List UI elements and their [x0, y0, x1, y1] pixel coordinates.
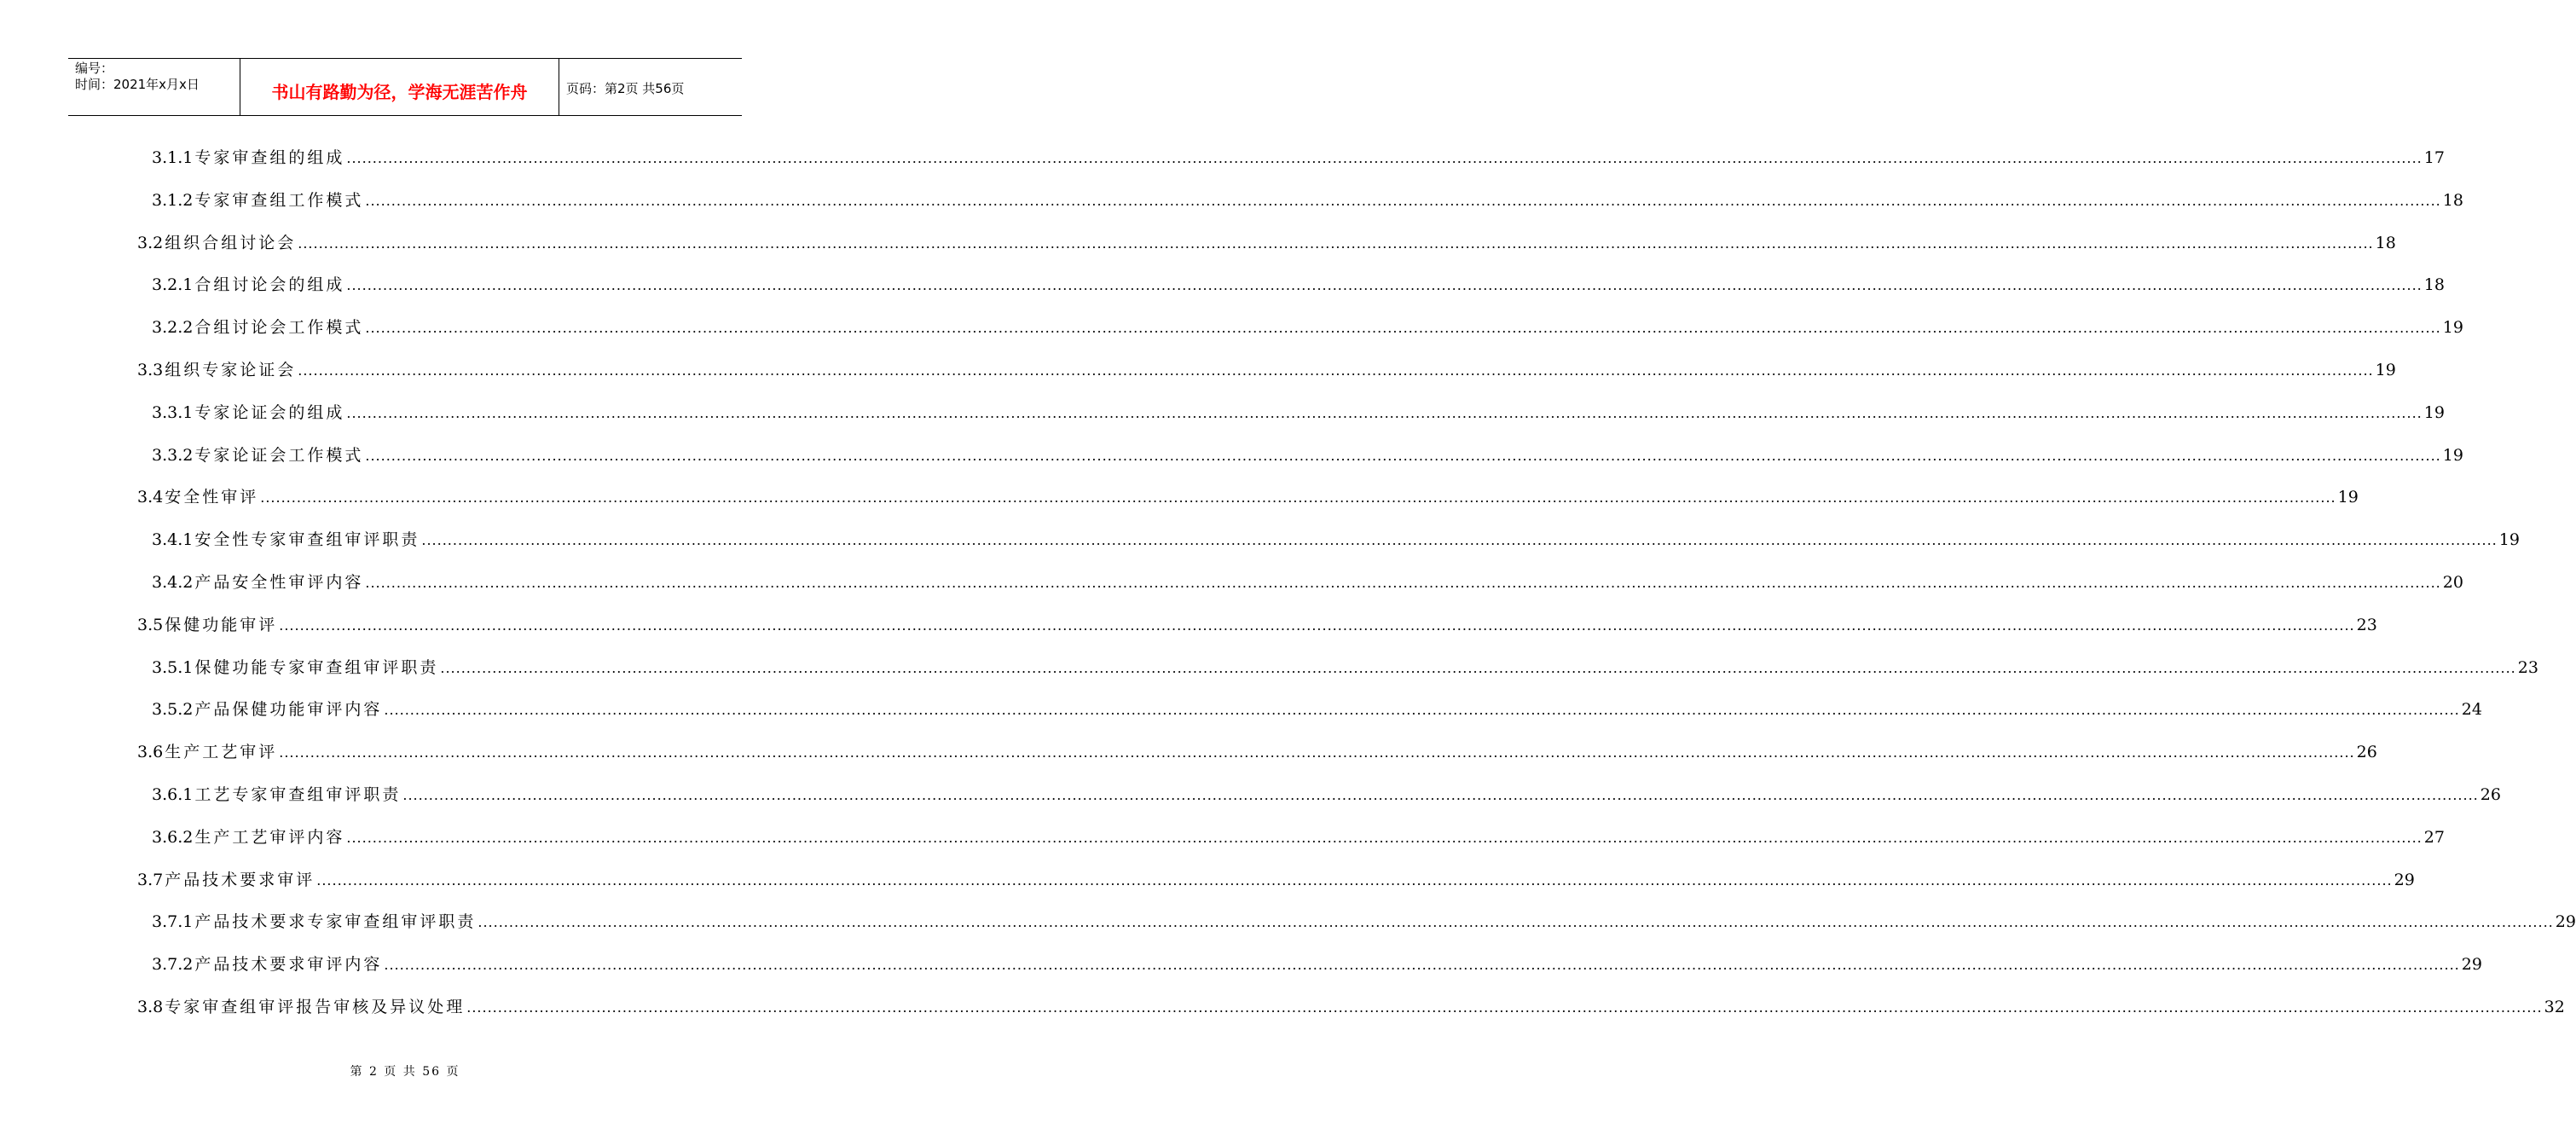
toc-dot-leader: ................................................................................................................................................................................................................................................................................................................................................................................................................ — [421, 532, 2498, 549]
toc-entry-page: 19 — [2423, 402, 2445, 422]
toc-entry[interactable] — [152, 188, 2463, 211]
toc-dot-leader: ................................................................................................................................................................................................................................................................................................................................................................................................................ — [384, 957, 2460, 974]
toc-entry[interactable] — [152, 527, 2520, 551]
toc-dot-leader: ................................................................................................................................................................................................................................................................................................................................................................................................................ — [365, 447, 2441, 464]
toc-entry[interactable] — [152, 570, 2463, 593]
toc-entry-page: 26 — [2480, 785, 2501, 804]
toc-entry[interactable] — [137, 739, 2377, 763]
toc-entry-number: 3.7 — [137, 870, 164, 889]
toc-dot-leader: ................................................................................................................................................................................................................................................................................................................................................................................................................ — [402, 787, 2479, 803]
toc-entry-number: 3.5.1 — [152, 657, 194, 677]
toc-entry-title: 生产工艺审评内容 — [194, 827, 345, 847]
toc-entry-page: 18 — [2423, 275, 2445, 295]
toc-entry[interactable] — [152, 782, 2501, 806]
toc-entry-page: 26 — [2356, 743, 2377, 762]
header-meta — [68, 59, 240, 115]
toc-entry[interactable] — [152, 315, 2463, 339]
toc-dot-leader: ................................................................................................................................................................................................................................................................................................................................................................................................................ — [466, 999, 2543, 1016]
toc-dot-leader: ................................................................................................................................................................................................................................................................................................................................................................................................................ — [365, 320, 2441, 337]
toc-dot-leader: ................................................................................................................................................................................................................................................................................................................................................................................................................ — [279, 616, 2355, 634]
toc-entry[interactable] — [152, 400, 2445, 424]
toc-entry[interactable] — [137, 230, 2396, 254]
toc-entry-page: 19 — [2498, 530, 2520, 550]
toc-entry[interactable] — [152, 825, 2445, 848]
page-header — [68, 58, 742, 116]
toc-dot-leader: ................................................................................................................................................................................................................................................................................................................................................................................................................ — [346, 829, 2423, 846]
toc-entry-page: 29 — [2555, 912, 2576, 932]
toc-entry-number: 3.3.2 — [152, 445, 194, 465]
toc-entry-title: 专家审查组的组成 — [194, 148, 345, 167]
toc-entry[interactable] — [137, 994, 2565, 1018]
toc-entry[interactable] — [152, 952, 2482, 975]
toc-entry-title: 安全性审评 — [165, 488, 259, 507]
toc-dot-leader: ................................................................................................................................................................................................................................................................................................................................................................................................................ — [279, 744, 2355, 761]
toc-entry-page: 18 — [2442, 190, 2463, 210]
toc-entry-page: 19 — [2442, 445, 2463, 465]
toc-entry[interactable] — [137, 612, 2377, 636]
toc-dot-leader: ................................................................................................................................................................................................................................................................................................................................................................................................................ — [298, 234, 2374, 252]
header-time-label: 时间：2021年x月x日 — [75, 77, 200, 92]
toc-dot-leader: ................................................................................................................................................................................................................................................................................................................................................................................................................ — [365, 575, 2441, 591]
toc-entry-page: 29 — [2461, 955, 2482, 975]
toc-entry-number: 3.2 — [137, 233, 164, 252]
toc-dot-leader: ................................................................................................................................................................................................................................................................................................................................................................................................................ — [440, 659, 2516, 676]
toc-entry-title: 合组讨论会的组成 — [194, 275, 345, 295]
toc-entry-number: 3.3.1 — [152, 402, 194, 422]
toc-entry-number: 3.5.2 — [152, 700, 194, 720]
toc-entry-title: 安全性专家审查组审评职责 — [194, 530, 420, 550]
toc-entry-number: 3.4 — [137, 488, 164, 507]
toc-entry-number: 3.6.2 — [152, 827, 194, 847]
toc-entry-title: 工艺专家审查组审评职责 — [194, 785, 402, 804]
toc-dot-leader: ................................................................................................................................................................................................................................................................................................................................................................................................................ — [260, 489, 2336, 506]
toc-entry[interactable] — [152, 909, 2576, 933]
toc-entry-page: 20 — [2442, 573, 2463, 592]
toc-entry[interactable] — [137, 357, 2396, 381]
toc-entry-title: 合组讨论会工作模式 — [194, 318, 364, 338]
toc-entry-number: 3.7.2 — [152, 955, 194, 975]
header-motto: 书山有路勤为径，学海无涯苦作舟 — [240, 59, 559, 115]
toc-entry-title: 专家审查组工作模式 — [194, 190, 364, 210]
toc-entry-title: 组织专家论证会 — [165, 361, 297, 379]
toc-entry-page: 19 — [2337, 488, 2359, 507]
toc-entry-title: 生产工艺审评 — [165, 743, 278, 762]
toc-entry-page: 19 — [2375, 361, 2396, 379]
toc-entry-title: 产品技术要求审评 — [165, 870, 315, 889]
toc-entry-page: 19 — [2442, 318, 2463, 338]
page-footer: 第 2 页 共 56 页 — [350, 1065, 460, 1079]
header-page-info: 页码：第2页 共56页 — [566, 80, 685, 96]
toc-entry-title: 专家论证会的组成 — [194, 402, 345, 422]
toc-entry-number: 3.1.1 — [152, 148, 194, 167]
toc-entry-title: 产品安全性审评内容 — [194, 573, 364, 592]
toc-entry[interactable] — [137, 867, 2415, 891]
toc-dot-leader: ................................................................................................................................................................................................................................................................................................................................................................................................................ — [298, 362, 2374, 379]
toc-dot-leader: ................................................................................................................................................................................................................................................................................................................................................................................................................ — [384, 702, 2460, 719]
toc-dot-leader: ................................................................................................................................................................................................................................................................................................................................................................................................................ — [346, 150, 2423, 166]
toc-entry-page: 27 — [2423, 827, 2445, 847]
toc-entry-page: 23 — [2517, 657, 2538, 677]
toc-entry[interactable] — [152, 697, 2482, 721]
toc-entry-title: 产品技术要求审评内容 — [194, 955, 383, 975]
toc-entry-number: 3.3 — [137, 361, 164, 379]
toc-dot-leader: ................................................................................................................................................................................................................................................................................................................................................................................................................ — [478, 914, 2554, 931]
toc-entry[interactable] — [152, 655, 2538, 679]
toc-entry-page: 23 — [2356, 615, 2377, 634]
toc-entry[interactable] — [152, 145, 2445, 169]
toc-entry-page: 29 — [2394, 870, 2415, 889]
toc-entry-number: 3.1.2 — [152, 190, 194, 210]
toc-dot-leader: ................................................................................................................................................................................................................................................................................................................................................................................................................ — [346, 277, 2423, 294]
toc-entry-title: 专家审查组审评报告审核及异议处理 — [165, 998, 466, 1016]
toc-dot-leader: ................................................................................................................................................................................................................................................................................................................................................................................................................ — [316, 871, 2393, 888]
toc-entry-title: 保健功能审评 — [165, 615, 278, 634]
toc-entry-number: 3.6 — [137, 743, 164, 762]
toc-entry-number: 3.2.1 — [152, 275, 194, 295]
toc-entry-title: 产品保健功能审评内容 — [194, 700, 383, 720]
toc-entry-page: 32 — [2544, 998, 2565, 1016]
toc-entry-title: 专家论证会工作模式 — [194, 445, 364, 465]
toc-entry-number: 3.7.1 — [152, 912, 194, 932]
toc-entry-page: 24 — [2461, 700, 2482, 720]
toc-entry-number: 3.8 — [137, 998, 164, 1016]
toc-entry-number: 3.6.1 — [152, 785, 194, 804]
toc-dot-leader: ................................................................................................................................................................................................................................................................................................................................................................................................................ — [346, 404, 2423, 421]
toc-entry-page: 17 — [2423, 148, 2445, 167]
toc-entry-page: 18 — [2375, 233, 2396, 252]
toc-entry-number: 3.2.2 — [152, 318, 194, 338]
toc-entry[interactable] — [137, 484, 2359, 508]
toc-dot-leader: ................................................................................................................................................................................................................................................................................................................................................................................................................ — [365, 192, 2441, 209]
toc-entry[interactable] — [152, 443, 2463, 466]
header-number-label: 编号： — [75, 61, 114, 76]
toc-entry-title: 保健功能专家审查组审评职责 — [194, 657, 439, 677]
toc-entry[interactable] — [152, 272, 2445, 296]
toc-entry-title: 产品技术要求专家审查组审评职责 — [194, 912, 477, 932]
toc-entry-number: 3.4.2 — [152, 573, 194, 592]
toc-entry-title: 组织合组讨论会 — [165, 233, 297, 252]
toc-entry-number: 3.5 — [137, 615, 164, 634]
toc-entry-number: 3.4.1 — [152, 530, 194, 550]
